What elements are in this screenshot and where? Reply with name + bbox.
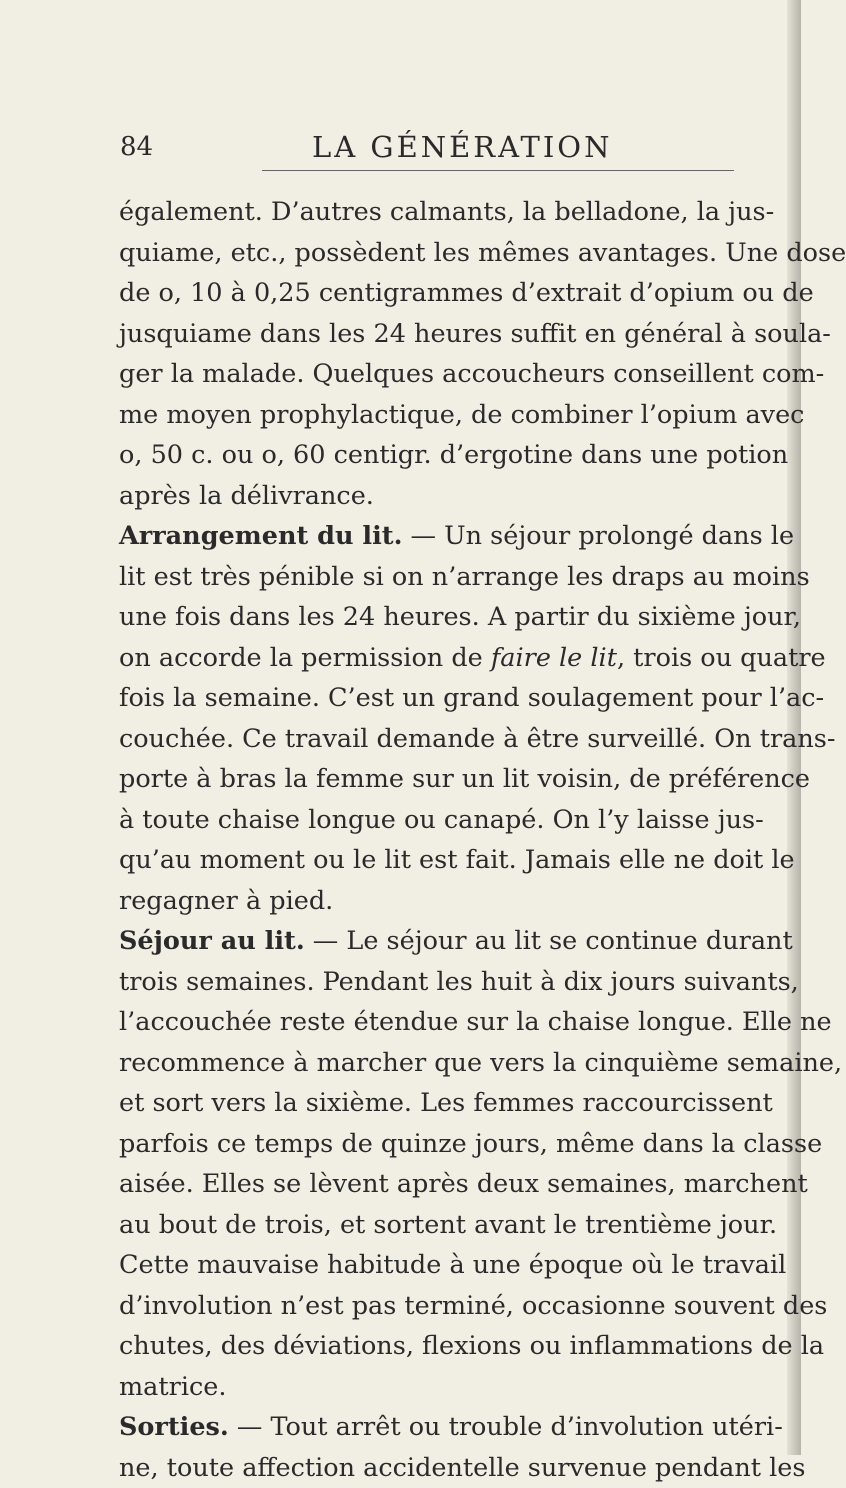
text-line	[119, 597, 755, 638]
line-text: couchée. Ce travail demande à être surveillé. On trans-	[119, 724, 835, 754]
text-line	[119, 1367, 755, 1408]
line-text: et sort vers la sixième. Les femmes raccourcissent	[119, 1088, 773, 1118]
line-text: aisée. Elles se lèvent après deux semaines, marchent	[119, 1169, 808, 1199]
text-line	[119, 476, 755, 517]
page-number: 84	[120, 132, 153, 162]
line-text: me moyen prophylactique, de combiner l’opium avec	[119, 400, 804, 430]
body-text	[119, 192, 755, 1488]
section-heading: Séjour au lit.	[119, 926, 305, 956]
text-line	[119, 1205, 755, 1246]
line-text: au bout de trois, et sortent avant le trentième jour.	[119, 1210, 777, 1240]
line-text: de o, 10 à 0,25 centigrammes d’extrait d’opium ou de	[119, 278, 814, 308]
line-text: recommence à marcher que vers la cinquième semaine,	[119, 1048, 842, 1078]
line-text: chutes, des déviations, flexions ou inflammations de la	[119, 1331, 824, 1361]
line-text: — Un séjour prolongé dans le	[402, 521, 794, 551]
text-line	[119, 1124, 755, 1165]
text-line	[119, 921, 755, 962]
line-text: trois semaines. Pendant les huit à dix jours suivants,	[119, 967, 799, 997]
running-title: LA GÉNÉRATION	[312, 130, 612, 164]
text-line	[119, 1164, 755, 1205]
line-text: on accorde la permission de	[119, 643, 491, 673]
text-line	[119, 719, 755, 760]
text-line	[119, 638, 755, 679]
line-text: à toute chaise longue ou canapé. On l’y laisse jus-	[119, 805, 764, 835]
text-line	[119, 1245, 755, 1286]
line-text: lit est très pénible si on n’arrange les draps au moins	[119, 562, 810, 592]
line-text: jusquiame dans les 24 heures suffit en général à soula-	[119, 319, 831, 349]
text-line	[119, 1286, 755, 1327]
line-text: matrice.	[119, 1372, 226, 1402]
line-text: ger la malade. Quelques accoucheurs conseillent com-	[119, 359, 824, 389]
line-text: quiame, etc., possèdent les mêmes avantages. Une dose	[119, 238, 846, 268]
section-heading: Sorties.	[119, 1412, 229, 1442]
text-line	[119, 1448, 755, 1488]
line-text: après la délivrance.	[119, 481, 374, 511]
text-line	[119, 881, 755, 922]
text-line	[119, 1043, 755, 1084]
text-line	[119, 233, 755, 274]
line-text: également. D’autres calmants, la belladone, la jus-	[119, 197, 774, 227]
line-text: — Le séjour au lit se continue durant	[305, 926, 793, 956]
text-line	[119, 273, 755, 314]
text-line	[119, 840, 755, 881]
text-line	[119, 800, 755, 841]
line-text: parfois ce temps de quinze jours, même dans la classe	[119, 1129, 822, 1159]
line-text-after: , trois ou quatre	[617, 643, 826, 673]
text-line	[119, 678, 755, 719]
text-line	[119, 1326, 755, 1367]
text-line	[119, 516, 755, 557]
text-line	[119, 1002, 755, 1043]
text-line	[119, 395, 755, 436]
section-heading: Arrangement du lit.	[119, 521, 402, 551]
line-text: ne, toute affection accidentelle survenue pendant les	[119, 1453, 805, 1483]
line-text: une fois dans les 24 heures. A partir du sixième jour,	[119, 602, 801, 632]
line-text: d’involution n’est pas terminé, occasionne souvent des	[119, 1291, 827, 1321]
text-line	[119, 192, 755, 233]
line-text: regagner à pied.	[119, 886, 333, 916]
line-text: fois la semaine. C’est un grand soulagement pour l’ac-	[119, 683, 824, 713]
text-line	[119, 354, 755, 395]
text-line	[119, 759, 755, 800]
text-line	[119, 314, 755, 355]
text-line	[119, 1407, 755, 1448]
italic-phrase: faire le lit	[491, 643, 617, 673]
line-text: Cette mauvaise habitude à une époque où le travail	[119, 1250, 786, 1280]
text-line	[119, 962, 755, 1003]
line-text: l’accouchée reste étendue sur la chaise longue. Elle ne	[119, 1007, 832, 1037]
text-line	[119, 557, 755, 598]
line-text: o, 50 c. ou o, 60 centigr. d’ergotine dans une potion	[119, 440, 788, 470]
line-text: porte à bras la femme sur un lit voisin, de préférence	[119, 764, 810, 794]
header-rule	[262, 170, 734, 171]
page-header	[0, 118, 801, 178]
line-text: qu’au moment ou le lit est fait. Jamais elle ne doit le	[119, 845, 795, 875]
text-line	[119, 435, 755, 476]
line-text: — Tout arrêt ou trouble d’involution utéri-	[229, 1412, 783, 1442]
text-line	[119, 1083, 755, 1124]
